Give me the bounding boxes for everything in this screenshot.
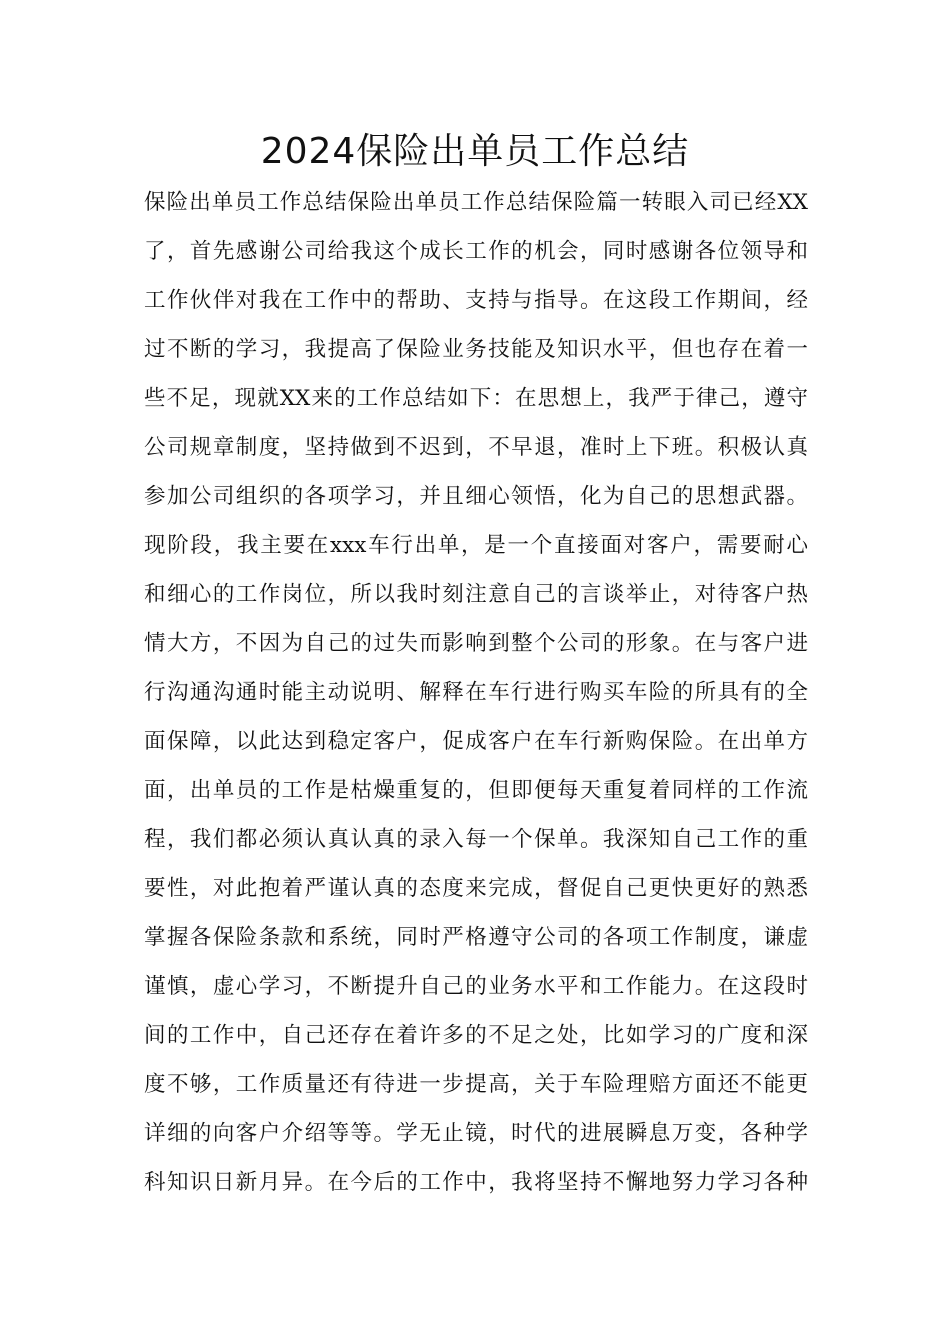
body-line: 详细的向客户介绍等等。学无止镜，时代的进展瞬息万变，各种学	[144, 1121, 808, 1146]
body-line: 度不够，工作质量还有待进一步提高，关于车险理赔方面还不能更	[144, 1072, 808, 1097]
body-line: 要性，对此抱着严谨认真的态度来完成，督促自己更快更好的熟悉	[144, 876, 808, 901]
body-line: 现阶段，我主要在xxx车行出单，是一个直接面对客户，需要耐心	[144, 533, 808, 558]
body-line: 参加公司组织的各项学习，并且细心领悟，化为自己的思想武器。	[144, 484, 808, 509]
body-line: 过不断的学习，我提高了保险业务技能及知识水平，但也存在着一	[144, 337, 808, 362]
body-line: 科知识日新月异。在今后的工作中，我将坚持不懈地努力学习各种	[144, 1170, 808, 1195]
body-line: 了，首先感谢公司给我这个成长工作的机会，同时感谢各位领导和	[144, 239, 808, 264]
body-line: 面保障，以此达到稳定客户，促成客户在车行新购保险。在出单方	[144, 729, 808, 754]
body-line: 行沟通沟通时能主动说明、解释在车行进行购买车险的所具有的全	[144, 680, 808, 705]
body-line: 情大方，不因为自己的过失而影响到整个公司的形象。在与客户进	[144, 631, 808, 656]
body-line: 谨慎，虚心学习，不断提升自己的业务水平和工作能力。在这段时	[144, 974, 808, 999]
body-line: 保险出单员工作总结保险出单员工作总结保险篇一转眼入司已经XX	[144, 190, 808, 215]
body-line: 和细心的工作岗位，所以我时刻注意自己的言谈举止，对待客户热	[144, 582, 808, 607]
body-line: 些不足，现就XX来的工作总结如下：在思想上，我严于律己，遵守	[144, 386, 808, 411]
body-line: 间的工作中，自己还存在着许多的不足之处，比如学习的广度和深	[144, 1023, 808, 1048]
body-line: 面，出单员的工作是枯燥重复的，但即便每天重复着同样的工作流	[144, 778, 808, 803]
body-line: 程，我们都必须认真认真的录入每一个保单。我深知自己工作的重	[144, 827, 808, 852]
body-line: 掌握各保险条款和系统，同时严格遵守公司的各项工作制度，谦虚	[144, 925, 808, 950]
body-line: 工作伙伴对我在工作中的帮助、支持与指导。在这段工作期间，经	[144, 288, 808, 313]
document-body	[144, 178, 808, 1207]
document-title: 2024保险出单员工作总结	[260, 131, 690, 172]
body-line: 公司规章制度，坚持做到不迟到，不早退，准时上下班。积极认真	[144, 435, 808, 460]
